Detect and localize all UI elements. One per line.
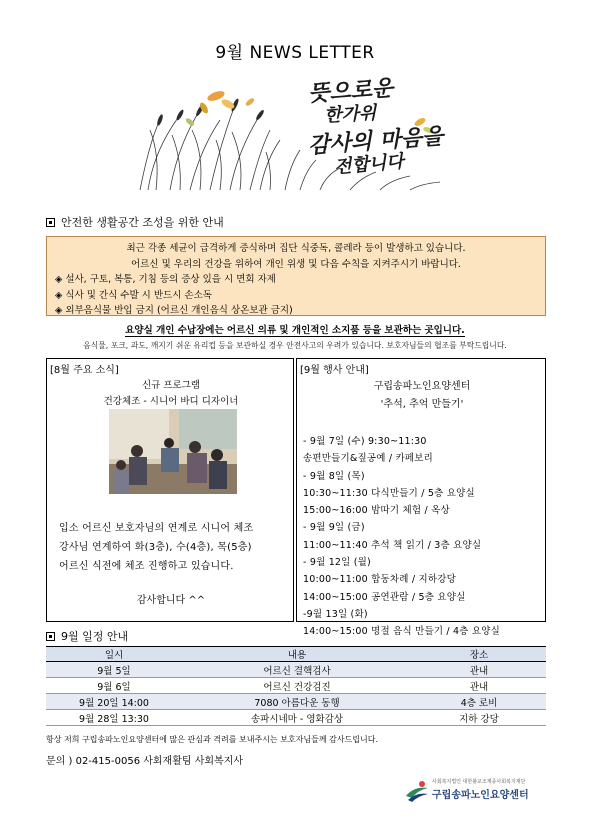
september-heading: [9월 행사 안내]	[300, 365, 369, 376]
event-item: 10:00~11:00 합동차례 / 지하강당	[303, 574, 456, 586]
event-item: 14:00~15:00 공연관람 / 5층 요양실	[303, 591, 466, 603]
table-header-row	[46, 647, 546, 662]
september-events-panel	[296, 358, 546, 638]
august-heading: [8월 주요 소식]	[50, 365, 119, 376]
table-cell: 지하 강당	[412, 710, 546, 726]
august-news-panel	[46, 358, 294, 622]
august-thanks: 감사합니다 ^^	[136, 595, 206, 606]
schedule-heading-text: 9월 일정 안내	[61, 630, 129, 643]
table-row	[46, 710, 546, 726]
event-item: 송편만들기&짚공예 / 카페보리	[303, 453, 433, 465]
event-organizer: 구립송파노인요양센터	[373, 381, 471, 392]
event-item: - 9월 8일 (목)	[303, 470, 365, 482]
table-cell: 4층 로비	[412, 694, 546, 710]
table-cell: 7080 아름다운 동행	[182, 694, 412, 710]
logo-subtitle: 사회복지법인 대한불교조계종사회복지재단	[432, 779, 526, 785]
table-cell: 송파시네마 - 영화감상	[182, 710, 412, 726]
event-item: -9월 13일 (화)	[303, 608, 368, 620]
storage-notice-text: 요양실 개인 수납장에는 어르신 의류 및 개인적인 소지품 등을 보관하는 곳입니다.	[125, 325, 465, 336]
program-title: 신규 프로그램	[141, 380, 201, 391]
center-logo	[404, 778, 554, 804]
newsletter-title: 9월 NEWS LETTER	[215, 43, 375, 63]
banner-line-3: 감사의 마음을	[307, 123, 445, 159]
exercise-photo	[109, 409, 237, 494]
banner-line-2: 한가위	[323, 102, 377, 127]
square-bullet-icon	[46, 632, 55, 641]
schedule-heading	[46, 628, 128, 644]
footer-contact: 문의 ) 02-415-0056 사회재활팀 사회복지사	[46, 756, 244, 767]
table-cell: 9월 6일	[46, 678, 182, 694]
table-row	[46, 662, 546, 678]
event-item: - 9월 9일 (금)	[303, 522, 365, 534]
event-item: 10:30~11:30 다식만들기 / 5층 요양실	[303, 487, 475, 499]
safety-line-1: 최근 각종 세균이 급격하게 증식하며 집단 식중독, 콜레라 등이 발생하고 있습니다.	[126, 243, 466, 254]
safety-bullet: ◈ 설사, 구토, 복통, 기침 등의 증상 있을 시 면회 자제	[55, 272, 537, 288]
safety-bullet: ◈ 외부음식물 반입 금지 (어르신 개인음식 상온보관 금지)	[55, 303, 537, 319]
column-header: 장소	[412, 647, 546, 662]
event-title: '추석, 추억 만들기'	[380, 399, 464, 410]
event-item: - 9월 12일 (월)	[303, 557, 371, 569]
program-subtitle: 건강체조 - 시니어 바디 디자이너	[103, 396, 239, 407]
table-row	[46, 678, 546, 694]
square-bullet-icon	[46, 218, 55, 227]
storage-caution: 음식물, 포크, 과도, 깨지기 쉬운 유리컵 등을 보관하실 경우 안전사고의 우려가 있습니다. 보호자님들의 협조를 부탁드립니다.	[83, 341, 507, 350]
august-text-line: 강사님 연계하여 화(3층), 수(4층), 목(5층)	[59, 542, 252, 553]
banner-line-4: 전합니다	[333, 151, 405, 178]
safety-heading	[46, 214, 224, 230]
august-text-line: 입소 어르신 보호자님의 연계로 시니어 체조	[59, 523, 254, 534]
logo-name: 구립송파노인요양센터	[432, 790, 529, 801]
table-cell: 9월 5일	[46, 662, 182, 678]
event-item: - 9월 7일 (수) 9:30~11:30	[303, 436, 427, 447]
safety-bullet: ◈ 식사 및 간식 수발 시 반드시 손소독	[55, 288, 537, 304]
column-header: 일시	[46, 647, 182, 662]
table-row	[46, 694, 546, 710]
footer-thanks: 항상 저희 구립송파노인요양센터에 많은 관심과 격려를 보내주시는 보호자님들께 감사드립니다.	[46, 735, 379, 744]
event-item: 14:00~15:00 명절 음식 만들기 / 4층 요양실	[303, 626, 501, 638]
column-header: 내용	[182, 647, 412, 662]
safety-line-2: 어르신 및 우리의 건강을 위하여 개인 위생 및 다음 수칙을 지켜주시기 바랍니다.	[131, 258, 461, 270]
table-cell: 어르신 건강검진	[182, 678, 412, 694]
august-text-line: 어르신 식전에 체조 진행하고 있습니다.	[59, 561, 234, 572]
event-item: 15:00~16:00 밤따기 체험 / 옥상	[303, 505, 450, 517]
storage-notice	[0, 322, 590, 336]
table-cell: 9월 28일 13:30	[46, 710, 182, 726]
schedule-table	[46, 646, 546, 726]
august-description	[59, 519, 253, 576]
chuseok-banner	[120, 60, 460, 195]
banner-line-1: 뜻으로운	[307, 75, 394, 107]
table-cell: 관내	[412, 662, 546, 678]
event-item: 11:00~11:40 추석 책 읽기 / 3층 요양실	[303, 539, 482, 551]
logo-emblem-icon	[404, 778, 430, 804]
table-cell: 9월 20일 14:00	[46, 694, 182, 710]
safety-heading-text: 안전한 생활공간 조성을 위한 안내	[61, 216, 224, 229]
table-cell: 관내	[412, 678, 546, 694]
event-list	[303, 433, 500, 641]
table-cell: 어르신 결핵검사	[182, 662, 412, 678]
safety-notice-box	[46, 236, 546, 316]
